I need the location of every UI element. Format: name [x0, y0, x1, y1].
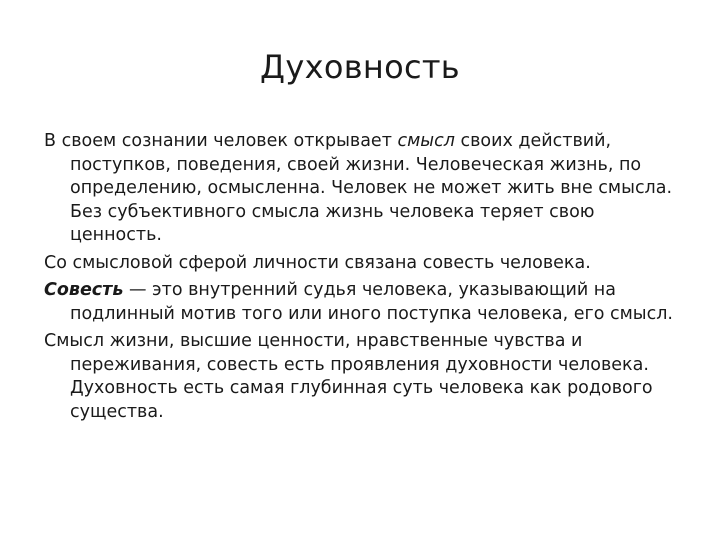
paragraph-meaning-emphasis: смысл	[397, 131, 455, 151]
paragraph-spirituality-text: Смысл жизни, высшие ценности, нравственные чувства и переживания, совесть есть проявления духовности человека. Духовность есть самая глубинная суть человека как родового существа.	[44, 331, 653, 422]
paragraph-conscience	[44, 279, 684, 326]
paragraph-spirituality	[44, 330, 684, 424]
paragraph-meaning	[44, 130, 684, 248]
paragraph-conscience-term: Совесть	[44, 280, 124, 300]
slide-body	[44, 130, 684, 428]
paragraph-meaning-text-end: своих действий, поступков, поведения, своей жизни. Человеческая жизнь, по определению, осмысленна. Человек не может жить вне смысла. Без субъективного смысла жизнь человека теряет свою ценность.	[70, 131, 673, 245]
paragraph-semantic-sphere-text: Со смысловой сферой личности связана совесть человека.	[44, 252, 591, 273]
paragraph-semantic-sphere	[44, 252, 684, 276]
paragraph-conscience-definition: — это внутренний судья человека, указывающий на подлинный мотив того или иного поступка человека, его смысл.	[70, 280, 673, 324]
paragraph-meaning-text-start: В своем сознании человек открывает	[44, 131, 398, 151]
slide-title: Духовность	[260, 48, 460, 86]
